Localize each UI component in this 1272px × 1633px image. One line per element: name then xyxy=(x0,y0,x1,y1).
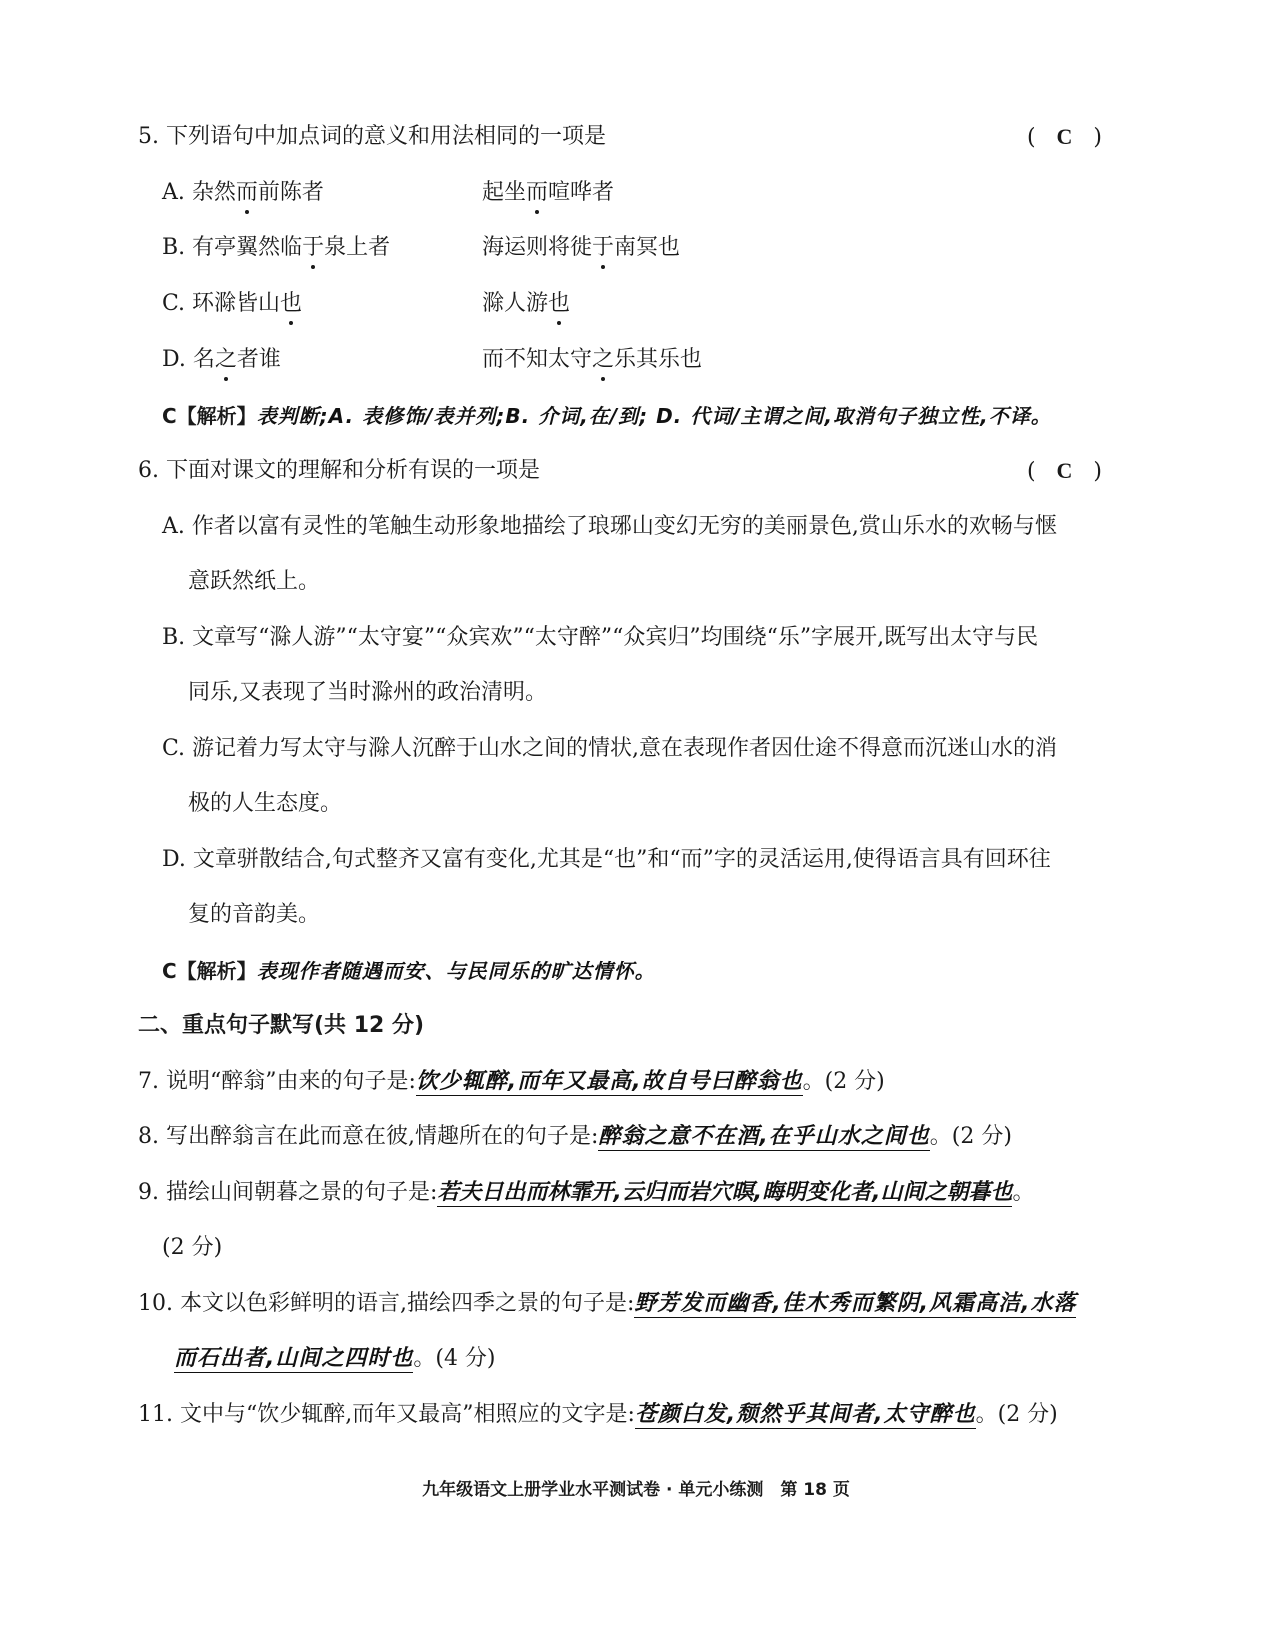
q8-answer: 醉翁之意不在酒,在乎山水之间也 xyxy=(598,1124,930,1149)
q6-option-a: A. 作者以富有灵性的笔触生动形象地描绘了琅琊山变幻无穷的美丽景色,赏山乐水的欢畅与惬 xyxy=(162,514,1057,539)
q5-stem: 5. 下列语句中加点词的意义和用法相同的一项是 xyxy=(138,124,606,149)
page-footer: 九年级语文上册学业水平测试卷 · 单元小练测 第 18 页 xyxy=(422,1480,850,1500)
q8: 8. 写出醉翁言在此而意在彼,情趣所在的句子是:醉翁之意不在酒,在乎山水之间也。(2 分) xyxy=(138,1124,1012,1149)
q9-score: (2 分) xyxy=(162,1235,223,1260)
dotted-word: 而 xyxy=(236,178,258,208)
q10: 10. 本文以色彩鲜明的语言,描绘四季之景的句子是:野芳发而幽香,佳木秀而繁阴,风霜高洁,水落 xyxy=(138,1291,1077,1316)
q5-option-b-pair: 海运则将徙于南冥也 xyxy=(482,233,680,263)
q6-stem: 6. 下面对课文的理解和分析有误的一项是 xyxy=(138,458,540,483)
q5-option-c: C. 环滁皆山也 xyxy=(162,289,302,319)
q6-answer-bracket: ( C ) xyxy=(1026,458,1102,484)
q5-option-a: A. 杂然而前陈者 xyxy=(162,178,324,208)
dotted-word: 之 xyxy=(592,345,614,375)
q5-option-d: D. 名之者谁 xyxy=(162,345,281,375)
q6-option-d: D. 文章骈散结合,句式整齐又富有变化,尤其是“也”和“而”字的灵活运用,使得语言具有回环往 xyxy=(162,847,1051,872)
q5-analysis: C【解析】表判断;A. 表修饰/表并列;B. 介词,在/到; D. 代词/主谓之间,取消句子独立性,不译。 xyxy=(162,404,1052,428)
q5-option-c-pair: 滁人游也 xyxy=(482,289,570,319)
q7: 7. 说明“醉翁”由来的句子是:饮少辄醉,而年又最高,故自号曰醉翁也。(2 分) xyxy=(138,1069,885,1094)
q6-answer: C xyxy=(1056,458,1073,483)
q6-option-c: C. 游记着力写太守与滁人沉醉于山水之间的情状,意在表现作者因仕途不得意而沉迷山水的消 xyxy=(162,736,1058,761)
q6-option-a-cont: 意跃然纸上。 xyxy=(188,569,321,594)
q5-answer-bracket: ( C ) xyxy=(1026,124,1102,150)
q9: 9. 描绘山间朝暮之景的句子是:若夫日出而林霏开,云归而岩穴暝,晦明变化者,山间之朝暮也。 xyxy=(138,1180,1035,1205)
dotted-word: 也 xyxy=(280,289,302,319)
dotted-word: 于 xyxy=(302,233,324,263)
q10-cont: 而石出者,山间之四时也。(4 分) xyxy=(174,1346,496,1371)
q5-option-b: B. 有亭翼然临于泉上者 xyxy=(162,233,390,263)
section-title: 二、重点句子默写(共 12 分) xyxy=(138,1013,425,1038)
q6-option-b: B. 文章写“滁人游”“太守宴”“众宾欢”“太守醉”“众宾归”均围绕“乐”字展开,既写出太守与民 xyxy=(162,625,1039,650)
q9-answer: 若夫日出而林霏开,云归而岩穴暝,晦明变化者,山间之朝暮也 xyxy=(437,1180,1013,1205)
dotted-word: 而 xyxy=(526,178,548,208)
q6-option-b-cont: 同乐,又表现了当时滁州的政治清明。 xyxy=(188,680,547,705)
q7-answer: 饮少辄醉,而年又最高,故自号曰醉翁也 xyxy=(415,1069,803,1094)
q5-answer: C xyxy=(1056,124,1073,149)
q5-option-d-pair: 而不知太守之乐其乐也 xyxy=(482,345,702,375)
q11-answer: 苍颜白发,颓然乎其间者,太守醉也 xyxy=(634,1402,976,1427)
q5-option-a-pair: 起坐而喧哗者 xyxy=(482,178,614,208)
q10-answer: 野芳发而幽香,佳木秀而繁阴,风霜高洁,水落 xyxy=(634,1291,1077,1316)
q11: 11. 文中与“饮少辄醉,而年又最高”相照应的文字是:苍颜白发,颓然乎其间者,太守醉也。(2 分) xyxy=(138,1402,1058,1427)
dotted-word: 也 xyxy=(548,289,570,319)
q6-option-d-cont: 复的音韵美。 xyxy=(188,902,321,927)
q10-answer-cont: 而石出者,山间之四时也 xyxy=(174,1346,414,1371)
q6-analysis: C【解析】表现作者随遇而安、与民同乐的旷达情怀。 xyxy=(162,959,656,983)
q6-option-c-cont: 极的人生态度。 xyxy=(188,791,343,816)
dotted-word: 之 xyxy=(215,345,237,375)
dotted-word: 于 xyxy=(592,233,614,263)
